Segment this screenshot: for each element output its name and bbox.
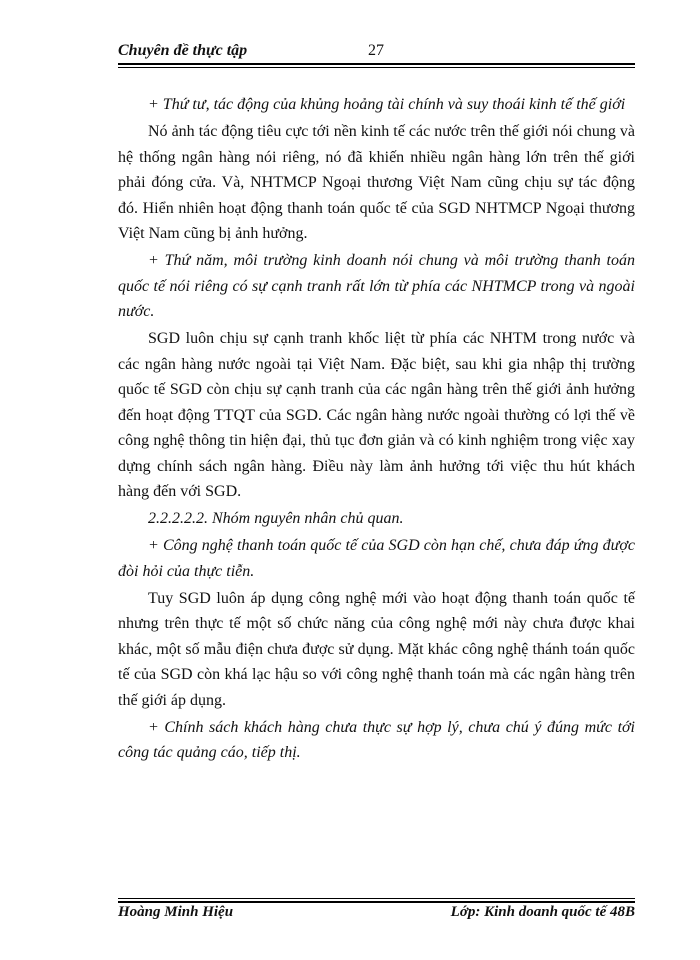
paragraph-fifth-factor: + Thứ năm, môi trường kinh doanh nói chung và môi trường thanh toán quốc tế nói riêng có sự cạnh tranh rất lớn từ phía các NHTMCP trong và ngoài nước. — [118, 252, 635, 320]
paragraph-technology-limit: + Công nghệ thanh toán quốc tế của SGD còn hạn chế, chưa đáp ứng được đòi hỏi của thực tiễn. — [118, 537, 635, 580]
footer-author: Hoàng Minh Hiệu — [118, 904, 234, 920]
footer-rule-thin — [118, 898, 635, 899]
header-rule-thin — [118, 67, 635, 68]
paragraph-technology-detail: Tuy SGD luôn áp dụng công nghệ mới vào hoạt động thanh toán quốc tế nhưng trên thực tế một số chức năng của công nghệ mới này chưa được khai khác, một số mẫu điện chưa được sử dụng. Mặt khác công nghệ thánh toán quốc tế của SGD còn khá lạc hậu so với công nghệ thanh toán mà các ngân hàng trên thế giới áp dụng. — [118, 589, 635, 709]
footer-class: Lớp: Kinh doanh quốc tế 48B — [450, 904, 635, 920]
page-number: 27 — [368, 42, 384, 59]
document-body — [118, 92, 635, 767]
paragraph-fourth-factor: + Thứ tư, tác động của khủng hoảng tài chính và suy thoái kinh tế thế giới — [148, 96, 626, 113]
paragraph-customer-policy: + Chính sách khách hàng chưa thực sự hợp lý, chưa chú ý đúng mức tới công tác quảng cáo, tiếp thị. — [118, 718, 635, 761]
paragraph-competition: SGD luôn chịu sự cạnh tranh khốc liệt từ phía các NHTM trong nước và các ngân hàng nước ngoài tại Việt Nam. Đặc biệt, sau khi gia nhập thị trường quốc tế SGD còn chịu sự cạnh tranh của các ngân hàng trên thế giới ảnh hưởng đến hoạt động TTQT của SGD. Các ngân hàng nước ngoài thường có lợi thế về công nghệ thông tin hiện đại, thủ tục đơn giản và có kinh nghiệm trong việc xay dựng chính sách ngân hàng. Điều này làm ảnh hưởng tới việc thu hút khách hàng đến với SGD. — [118, 330, 635, 500]
page-header — [118, 42, 635, 64]
paragraph-crisis-impact: Nó ảnh tác động tiêu cực tới nền kinh tế các nước trên thế giới nói chung và hệ thống ngân hàng nói riêng, nó đã khiến nhiều ngân hàng lớn trên thế giới phải đóng cửa. Và, NHTMCP Ngoại thương Việt Nam cũng chịu sự tác động đó. Hiển nhiên hoạt động thanh toán quốc tế của SGD NHTMCP Ngoại thương Việt Nam cũng bị ảnh hưởng. — [118, 123, 635, 242]
footer-rule — [118, 901, 635, 903]
header-title: Chuyên đề thực tập — [118, 42, 248, 59]
header-rule — [118, 63, 635, 65]
section-heading-subjective-causes: 2.2.2.2.2. Nhóm nguyên nhân chủ quan. — [148, 510, 404, 527]
page-footer — [118, 880, 635, 920]
